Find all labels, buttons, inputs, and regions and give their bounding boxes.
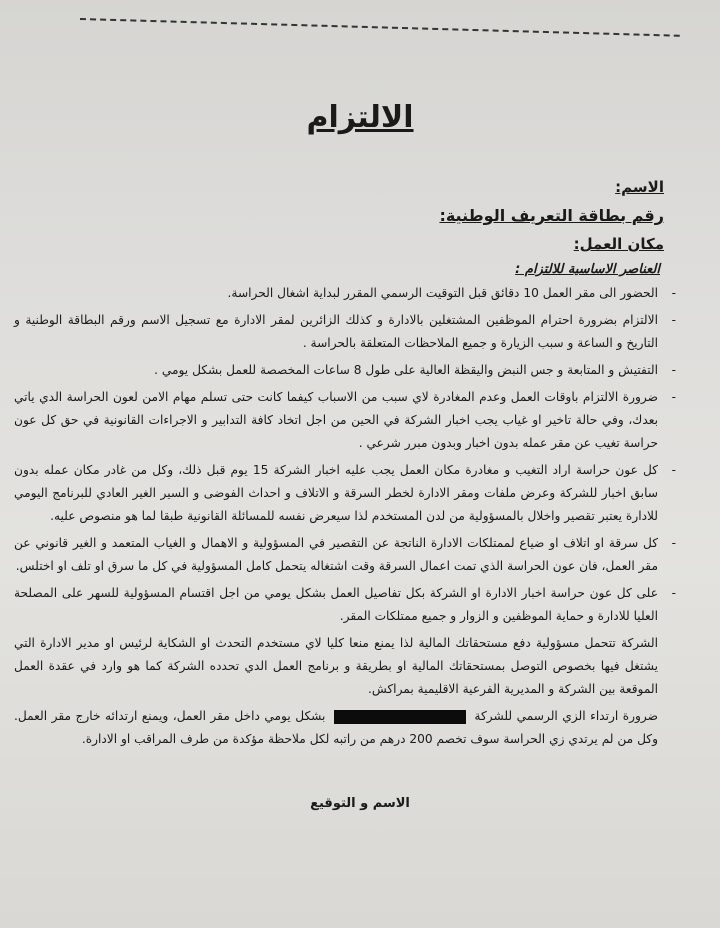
list-item: - التفتيش و المتابعة و جس النبض واليقظة العالية على طول 8 ساعات المخصصة للعمل بشكل يومي . — [14, 359, 680, 382]
personal-fields — [40, 178, 664, 263]
uniform-text-end: بشكل يومي داخل مقر العمل، ويمنع ارتدائه خارج مقر العمل. وكل من لم يرتدي زي الحراسة سوف تخصم 200 درهم من راتبه لكل ملاحظة مؤكدة من طرف المراقب او الادارة. — [14, 709, 658, 746]
id-card-field-label: رقم بطاقة التعريف الوطنية: — [439, 206, 664, 225]
document-title: الالتزام — [306, 100, 414, 135]
list-item: الشركة تتحمل مسؤولية دفع مستحقاتك المالية لذا يمنع منعا كليا لاي مستخدم التحدث او الشكاية لرئيس او مدير الادارة التي يشتغل فيها بخصوص التوصل بمستحقاتك المالية او بطريقة و برنامج العمل الدي تحدده الشركة كما هو وارد في عقدة العمل الموقعة بين الشركة و المديرية الفرعية الاقليمية بمراكش. — [14, 636, 658, 696]
list-item: - كل سرقة او اتلاف او ضياع لممتلكات الادارة الناتجة عن التقصير في المسؤولية و الاهمال و الغياب المتعمد و الغير قانوني عن مقر العمل، فان عون الحراسة الذي تمت اعمال السرقة وقت اشتغاله يتحمل كامل المسؤولية في كل ما سرق او تلف او اختلس. — [14, 532, 680, 578]
commitment-items-list — [14, 282, 680, 755]
dashed-cut-line — [80, 18, 680, 37]
list-item: - الالتزام بضرورة احترام الموظفين المشتغلين بالادارة و كذلك الزائرين لمقر الادارة مع تسجيل الاسم ورقم البطاقة الوطنية و التاريخ و الساعة و سبب الزيارة و جميع الملاحظات المتعلقة بالحراسة . — [14, 309, 680, 355]
uniform-paragraph — [14, 705, 680, 751]
workplace-field-label: مكان العمل: — [573, 235, 664, 253]
uniform-text-start: ضرورة ارتداء الزي الرسمي للشركة — [474, 709, 659, 723]
list-item: - ضرورة الالتزام باوقات العمل وعدم المغادرة لاي سبب من الاسباب كيفما كانت حتى تسلم مهام الامن لعون الحراسة الدي ياتي بعدك، وفي حالة تاخير او غياب يجب اخبار الشركة في الحين من اجل اتخاد كافة التدابير و الاجراءات القانونية في حق كل عون حراسة تغيب عن مقر عمله بدون اخبار وبدون مبرر شرعي . — [14, 386, 680, 455]
list-item: - كل عون حراسة اراد التغيب و مغادرة مكان العمل يجب عليه اخبار الشركة 15 يوم قبل ذلك، وكل من غادر مكان عمله بدون سابق اخبار للشركة وعرض ملفات ومقر الادارة لخطر السرقة و الاتلاف و احداث الفوضى و السير الغير العادي للبرنامج اليومي للادارة يعتبر تقصير واخلال بالمسؤولية من لدن المستخدم لذا سيعرض نفسه للمسائلة القانونية طبقا لما هو منصوص عليه. — [14, 459, 680, 528]
name-field-label: الاسم: — [615, 178, 664, 196]
section-title: العناصر الاساسية للالتزام : — [515, 262, 660, 277]
list-item: - الحضور الى مقر العمل 10 دقائق قبل التوقيت الرسمي المقرر لبداية اشغال الحراسة. — [14, 282, 680, 305]
list-item: - على كل عون حراسة اخبار الادارة او الشركة بكل تفاصيل العمل بشكل يومي من اجل اقتسام المسؤولية للسهر على المصلحة العليا للادارة و حماية الموظفين و الزوار و جميع ممتلكات المقر. — [14, 582, 680, 628]
redacted-company-name — [334, 710, 466, 724]
signature-label: الاسم و التوقيع — [310, 796, 410, 811]
